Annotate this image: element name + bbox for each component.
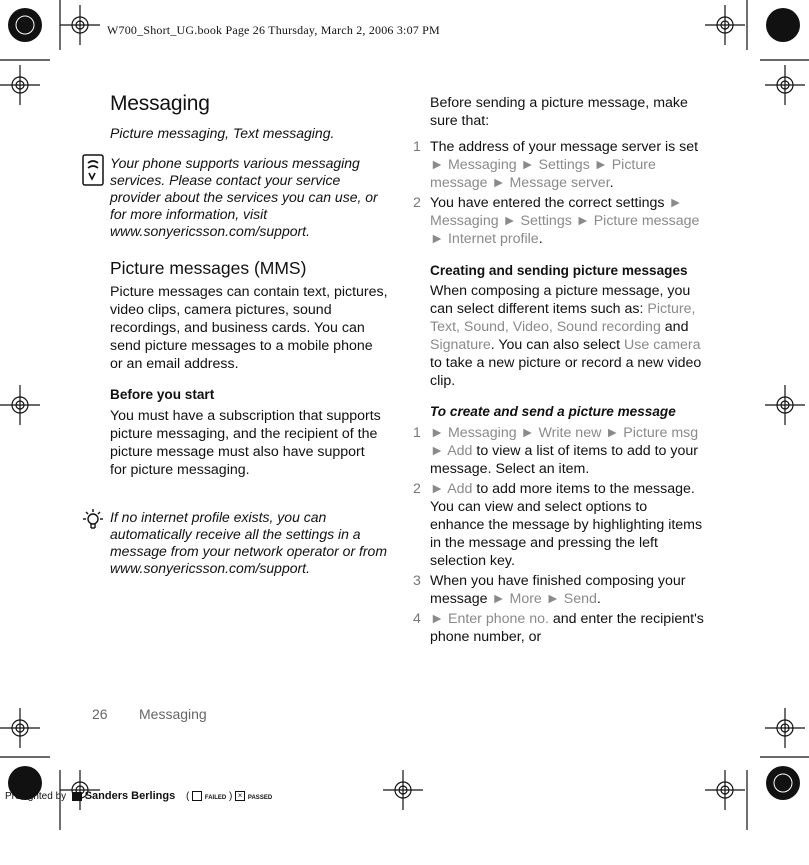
left-column [110,92,400,142]
check-item: 1 The address of your message server is set ► Messaging ► Settings ► Picture message ► Message server. [413,139,699,191]
page-subtitle: Picture messaging, Text messaging. [110,125,335,141]
preflight-brand: Sanders Berlings [84,790,176,802]
create-body: When composing a picture message, you can select different items such as: Picture, Text, Sound, Video, Sound recording and Signature. You can also select Use camera to take a new picture or record a new video clip. [430,283,702,389]
step-item: 1 ► Messaging ► Write new ► Picture msg ► Add to view a list of items to add to your message. Select an item. [413,425,699,477]
checkbox-icon [192,791,202,801]
logo-icon [72,792,82,801]
page-title: Messaging [110,92,210,115]
before-body: You must have a subscription that supports picture messaging, and the recipient of the picture message must also have support for picture messaging. [110,408,381,478]
preflight-strip: Preflighted by Sanders Berlings ( FAILED ) × PASSED [5,790,273,802]
lightbulb-tip-icon [81,508,105,532]
checked-box-icon: × [235,791,245,801]
checklist-intro: Before sending a picture message, make sure that: [430,95,688,129]
mms-section [110,258,400,479]
check-item: 2 You have entered the correct settings ► Messaging ► Settings ► Picture message ► Internet profile. [413,195,700,247]
todo-heading: To create and send a picture message [430,404,676,419]
step-item: 2 ► Add to add more items to the message. You can view and select options to enhance the message by highlighting items in the message and pressing the left selection key. [413,481,703,569]
page-number: 26 [92,706,108,722]
note-icon [82,154,104,186]
create-heading: Creating and sending picture messages [430,263,688,278]
slug-line: W700_Short_UG.book Page 26 Thursday, March 2, 2006 3:07 PM [107,23,440,37]
note-text: Your phone supports various messaging services. Please contact your service provider about the services you can use, or for more information, visit www.sonyericsson.com/support. [110,155,378,239]
step-item: 4 ► Enter phone no. and enter the recipient's phone number, or [413,611,704,645]
preflight-label: Preflighted by [5,791,67,802]
mms-heading: Picture messages (MMS) [110,258,307,278]
before-heading: Before you start [110,387,215,402]
step-item: 3 When you have finished composing your message ► More ► Send. [413,573,686,607]
right-column [413,94,705,646]
mms-body: Picture messages can contain text, pictures, video clips, camera pictures, sound recordings, and business cards. You can send picture messages to a mobile phone or an email address. [110,284,388,372]
footer-section: Messaging [139,706,207,722]
tip-text: If no internet profile exists, you can automatically receive all the settings in a message from your network operator or from www.sonyericsson.com/support. [110,509,387,576]
